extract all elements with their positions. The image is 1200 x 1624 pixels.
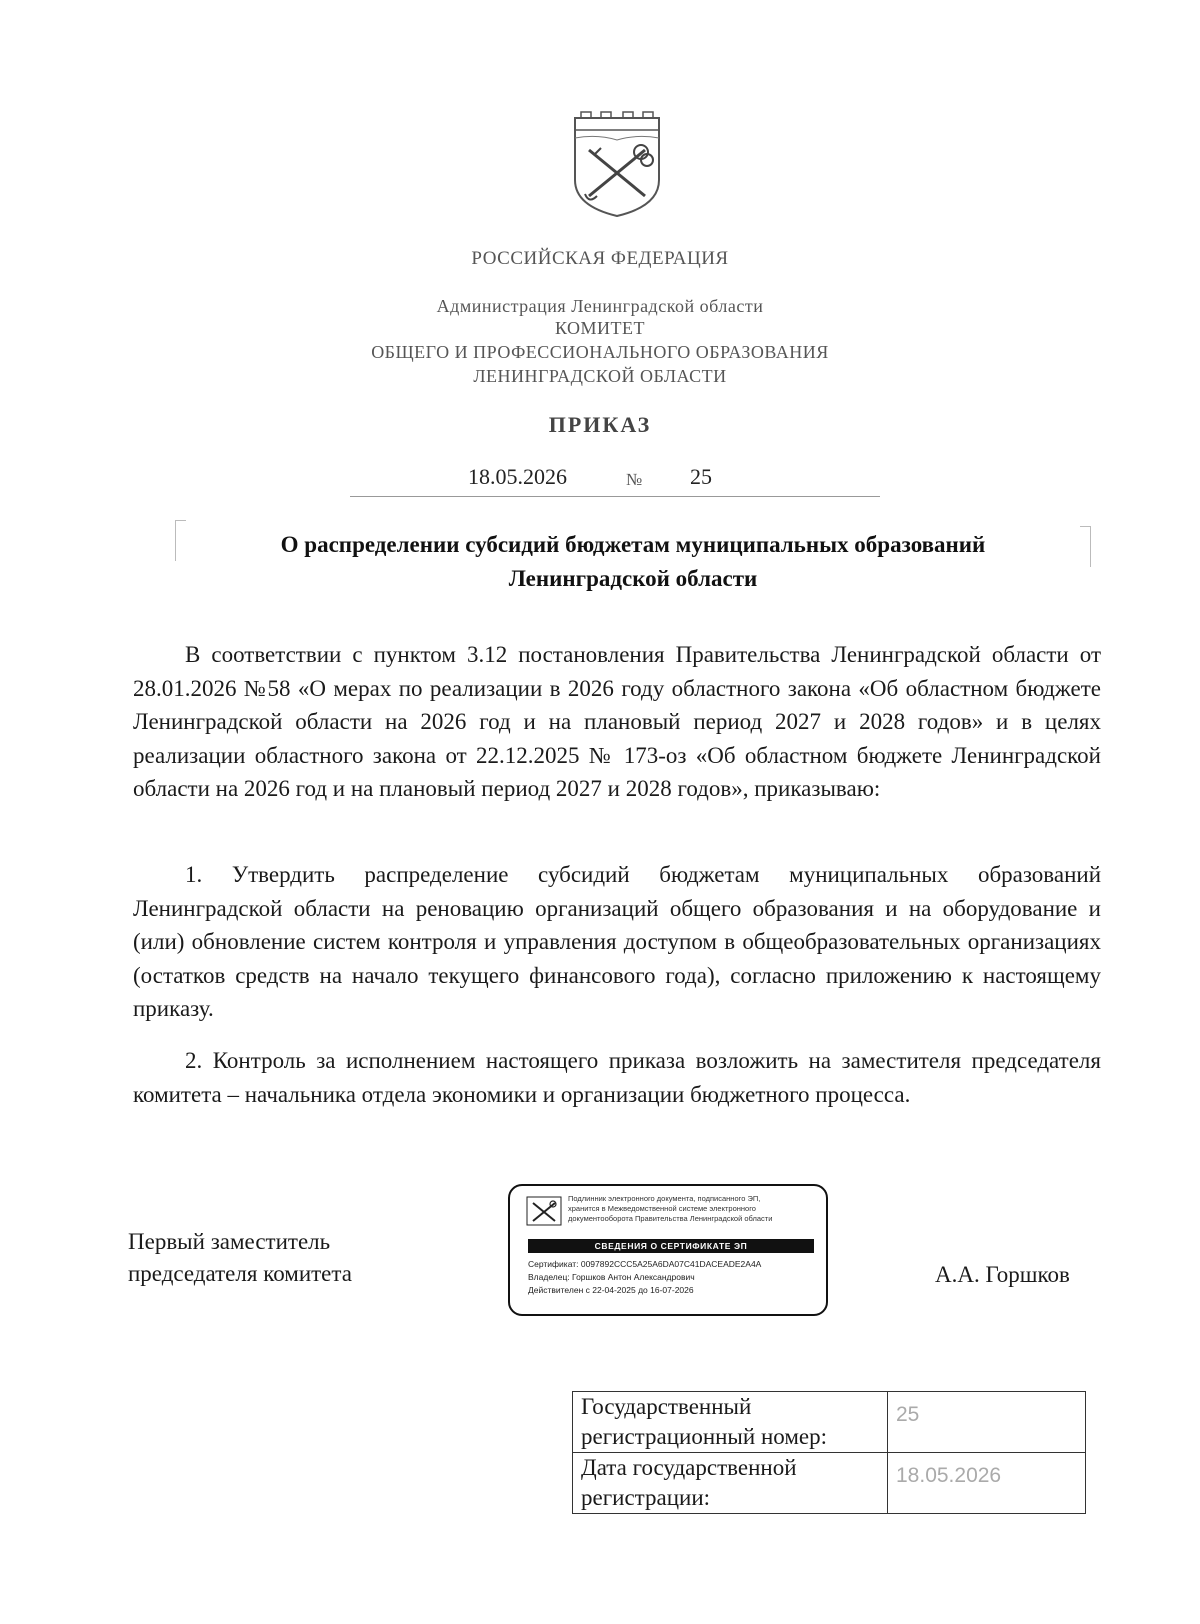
signer-position xyxy=(128,1226,352,1290)
stamp-heading: СВЕДЕНИЯ О СЕРТИФИКАТЕ ЭП xyxy=(528,1239,814,1253)
paragraph-text: В соответствии с пунктом 3.12 постановления Правительства Ленинградской области от 28.01.2026 №58 «О мерах по реализации в 2026 году областного закона «Об областном бюджете Ленинградской области на 2026 год и на плановый период 2027 и 2028 годов» и в целях реализации областного закона от 22.12.2025 № 173-оз «Об областном бюджете Ленинградской области на 2026 год и на плановый период 2027 и 2028 годов», приказываю: xyxy=(133,642,1101,801)
certificate-validity: Действителен с 22-04-2025 до 16-07-2026 xyxy=(528,1285,694,1295)
table-row xyxy=(573,1453,1086,1514)
coat-of-arms-icon xyxy=(567,110,667,218)
document-title xyxy=(175,520,1091,608)
administration-name: Администрация Ленинградской области xyxy=(436,296,764,316)
reg-date-value: 18.05.2026 xyxy=(888,1453,1086,1514)
date-number-line xyxy=(350,460,880,497)
registration-table xyxy=(572,1391,1086,1514)
body-paragraph-item-2 xyxy=(133,1044,1101,1111)
table-row xyxy=(573,1392,1086,1453)
region-name: ЛЕНИНГРАДСКОЙ ОБЛАСТИ xyxy=(473,366,727,386)
reg-date-label: Дата государственной регистрации: xyxy=(573,1453,888,1514)
country-name: РОССИЙСКАЯ ФЕДЕРАЦИЯ xyxy=(471,248,729,269)
number-sign: № xyxy=(626,470,643,489)
stamp-note xyxy=(568,1194,772,1224)
coat-of-arms-icon xyxy=(526,1196,562,1226)
committee-label: КОМИТЕТ xyxy=(554,318,646,338)
certificate-details xyxy=(528,1258,761,1297)
signer-position-line-1: Первый заместитель xyxy=(128,1229,331,1254)
body-paragraph-preamble xyxy=(133,638,1101,806)
paragraph-text: 2. Контроль за исполнением настоящего приказа возложить на заместителя председателя комитета – начальника отдела экономики и организации бюджетного процесса. xyxy=(133,1048,1101,1107)
reg-number-value: 25 xyxy=(888,1392,1086,1453)
department-name: ОБЩЕГО И ПРОФЕССИОНАЛЬНОГО ОБРАЗОВАНИЯ xyxy=(371,342,829,362)
document-number: 25 xyxy=(690,464,712,489)
signer-name: А.А. Горшков xyxy=(935,1262,1070,1287)
stamp-note-line: хранится в Межведомственной системе электронного xyxy=(568,1204,756,1213)
certificate-owner: Владелец: Горшков Антон Александрович xyxy=(528,1272,695,1282)
document-type: ПРИКАЗ xyxy=(548,412,652,437)
body-paragraph-item-1 xyxy=(133,858,1101,1026)
electronic-signature-stamp xyxy=(508,1184,828,1316)
stamp-note-line: Подлинник электронного документа, подписанного ЭП, xyxy=(568,1194,761,1203)
certificate-serial: Сертификат: 0097892CCC5A25A6DA07C41DACEADE2A4A xyxy=(528,1259,762,1269)
paragraph-text: 1. Утвердить распределение субсидий бюджетам муниципальных образований Ленинградской области на реновацию организаций общего образования и на оборудование и (или) обновление систем контроля и управления доступом в общеобразовательных организациях (остатков средств на начало текущего финансового года), согласно приложению к настоящему приказу. xyxy=(133,862,1101,1021)
title-line-1: О распределении субсидий бюджетам муниципальных образований xyxy=(280,532,986,557)
title-line-2: Ленинградской области xyxy=(508,566,758,591)
signer-position-line-2: председателя комитета xyxy=(128,1261,352,1286)
document-date: 18.05.2026 xyxy=(468,464,567,489)
stamp-note-line: документооборота Правительства Ленинградской области xyxy=(568,1214,773,1223)
reg-number-label: Государственный регистрационный номер: xyxy=(573,1392,888,1453)
